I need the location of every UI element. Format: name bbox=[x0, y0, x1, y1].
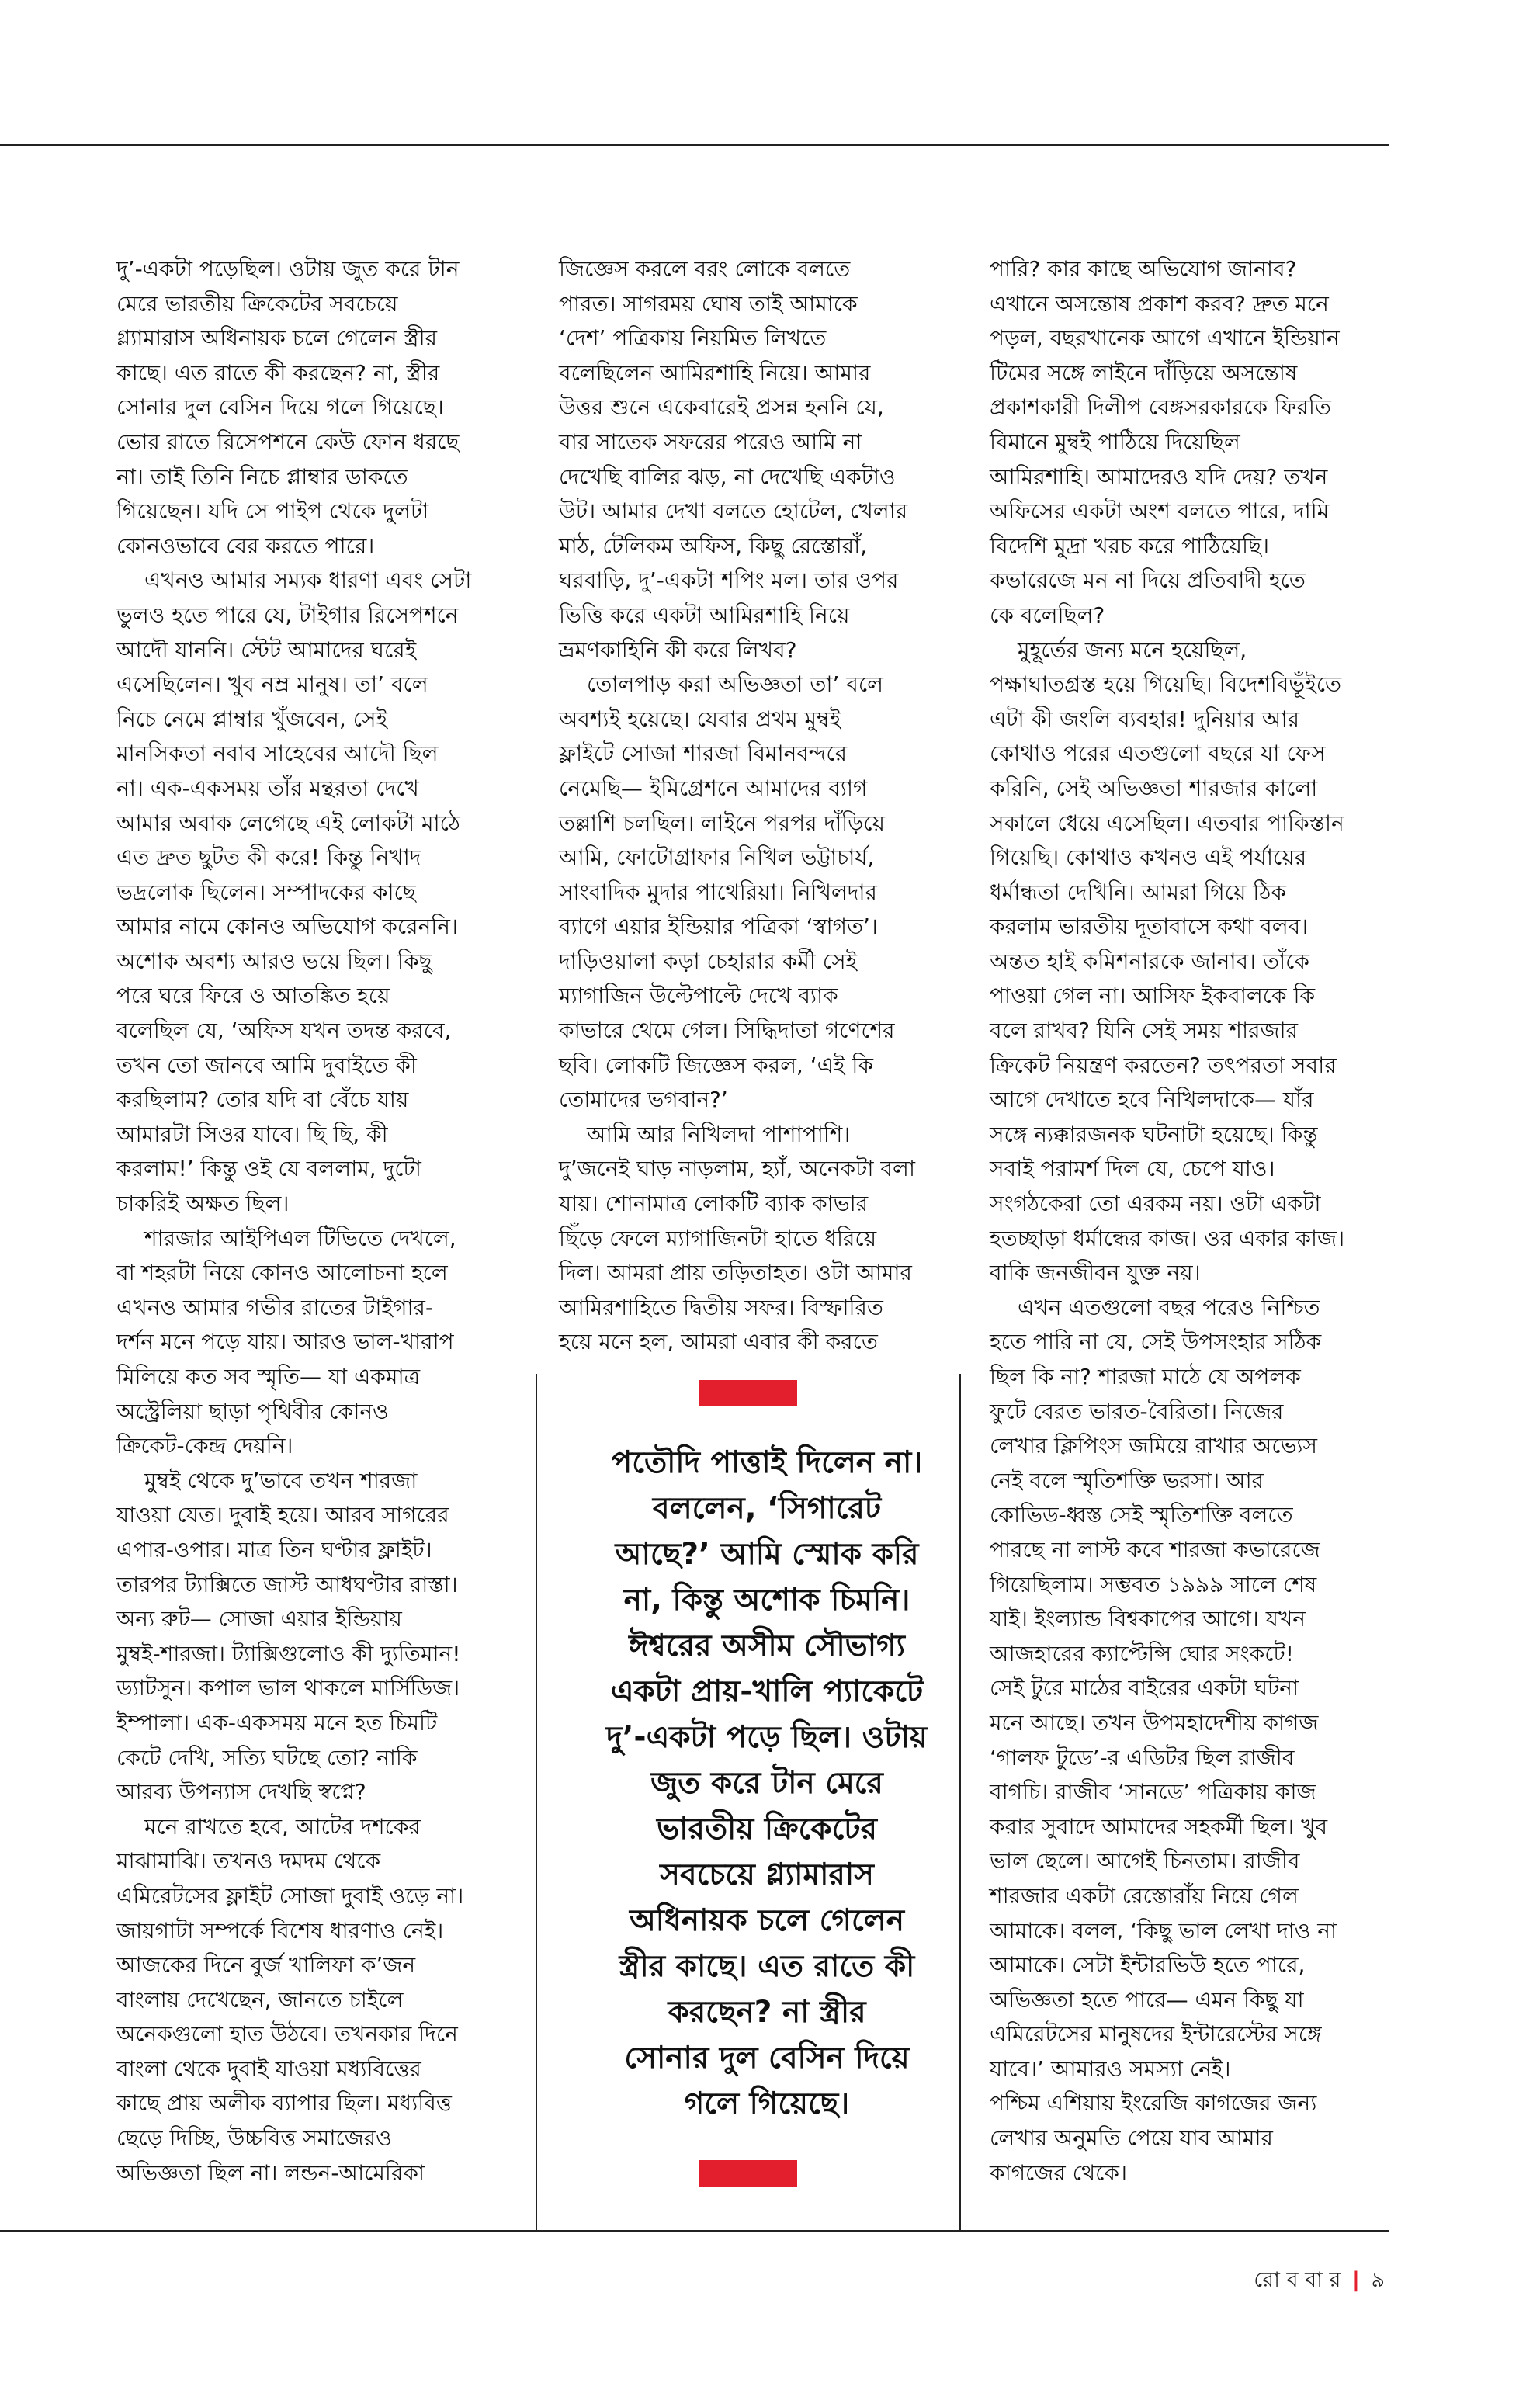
paragraph: মুম্বই থেকে দু’ভাবে তখন শারজা যাওয়া যেত। দুবাই হয়ে। আরব সাগরের এপার-ওপার। মাত্র তিন ঘণ্টার ফ্লাইট। তারপর ট্যাক্সিতে জাস্ট আধঘণ্টার রাস্তা। অন্য রুট— সোজা এয়ার ইন্ডিয়ায় মুম্বই-শারজা। ট্যাক্সিগুলোও কী দ্যুতিমান! ড্যাটসুন। কপাল ভাল থাকলে মার্সিডিজ। ইম্পালা। এক-একসময় মনে হত চিমটি কেটে দেখি, সত্যি ঘটছে তো? নাকি আরব্য উপন্যাস দেখছি স্বপ্নে? bbox=[116, 1467, 461, 1805]
column-divider-left bbox=[536, 1374, 537, 2230]
paragraph: জিজ্ঞেস করলে বরং লোকে বলতে পারত। সাগরময় ঘোষ তাই আমাকে ‘দেশ’ পত্রিকায় নিয়মিত লিখতে বলেছিলেন আমিরশাহি নিয়ে। আমার উত্তর শুনে একেবারেই প্রসন্ন হননি যে, বার সাতেক সফরের পরেও আমি না দেখেছি বালির ঝড়, না দেখেছি একটাও উট। আমার দেখা বলতে হোটেল, খেলার মাঠ, টেলিকম অফিস, কিছু রেস্তোরাঁ, ঘরবাড়ি, দু’-একটা শপিং মল। তার ওপর ভিত্তি করে একটা আমিরশাহি নিয়ে ভ্রমণকাহিনি কী করে লিখব? bbox=[559, 256, 908, 663]
paragraph: তোলপাড় করা অভিজ্ঞতা তা’ বলে অবশ্যই হয়েছে। যেবার প্রথম মুম্বই ফ্লাইটে সোজা শারজা বিমানবন্দরে নেমেছি— ইমিগ্রেশনে আমাদের ব্যাগ তল্লাশি চলছিল। লাইনে পরপর দাঁড়িয়ে আমি, ফোটোগ্রাফার নিখিল ভট্টাচার্য, সাংবাদিক মুদার পাথেরিয়া। নিখিলদার ব্যাগে এয়ার ইন্ডিয়ার পত্রিকা ‘স্বাগত’। দাড়িওয়ালা কড়া চেহারার কর্মী সেই ম্যাগাজিন উল্টেপাল্টে দেখে ব্যাক কাভারে থেমে গেল। সিদ্ধিদাতা গণেশের ছবি। লোকটি জিজ্ঞেস করল, ‘এই কি তোমাদের ভগবান?’ bbox=[559, 671, 895, 1113]
page-number: ৯ bbox=[1371, 2268, 1385, 2292]
page-folio bbox=[1254, 2264, 1385, 2299]
paragraph: দু’-একটা পড়েছিল। ওটায় জুত করে টান মেরে ভারতীয় ক্রিকেটের সবচেয়ে গ্ল্যামারাস অধিনায়ক চলে গেলেন স্ত্রীর কাছে। এত রাতে কী করছেন? না, স্ত্রীর সোনার দুল বেসিন দিয়ে গলে গিয়েছে। ভোর রাতে রিসেপশনে কেউ ফোন ধরছে না। তাই তিনি নিচে প্লাম্বার ডাকতে গিয়েছেন। যদি সে পাইপ থেকে দুলটা কোনওভাবে বের করতে পারে। bbox=[116, 256, 460, 559]
article-column-3 bbox=[990, 252, 1382, 2190]
bottom-rule bbox=[0, 2230, 1389, 2232]
paragraph: এখনও আমার সম্যক ধারণা এবং সেটা ভুলও হতে পারে যে, টাইগার রিসেপশনে আদৌ যাননি। স্টেট আমাদের ঘরেই এসেছিলেন। খুব নম্র মানুষ। তা’ বলে নিচে নেমে প্লাম্বার খুঁজবেন, সেই মানসিকতা নবাব সাহেবের আদৌ ছিল না। এক-একসময় তাঁর মন্থরতা দেখে আমার অবাক লেগেছে এই লোকটা মাঠে এত দ্রুত ছুটত কী করে! কিন্তু নিখাদ ভদ্রলোক ছিলেন। সম্পাদকের কাছে আমার নামে কোনও অভিযোগ করেননি। অশোক অবশ্য আরও ভয়ে ছিল। কিছু পরে ঘরে ফিরে ও আতঙ্কিত হয়ে বলেছিল যে, ‘অফিস যখন তদন্ত করবে, তখন তো জানবে আমি দুবাইতে কী করছিলাম? তোর যদি বা বেঁচে যায় আমারটা সিওর যাবে। ছি ছি, কী করলাম!’ কিন্তু ওই যে বললাম, দুটো চাকরিই অক্ষত ছিল। bbox=[116, 567, 472, 1217]
folio-separator: | bbox=[1352, 2268, 1360, 2292]
paragraph: শারজার আইপিএল টিভিতে দেখলে, বা শহরটা নিয়ে কোনও আলোচনা হলে এখনও আমার গভীর রাতের টাইগার- দর্শন মনে পড়ে যায়। আরও ভাল-খারাপ মিলিয়ে কত সব স্মৃতি— যা একমাত্র অস্ট্রেলিয়া ছাড়া পৃথিবীর কোনও ক্রিকেট-কেন্দ্র দেয়নি। bbox=[116, 1225, 456, 1459]
pull-quote-bottom-bar bbox=[699, 2160, 797, 2187]
paragraph: এখন এতগুলো বছর পরেও নিশ্চিত হতে পারি না যে, সেই উপসংহার সঠিক ছিল কি না? শারজা মাঠে যে অপলক ফুটে বেরত ভারত-বৈরিতা। নিজের লেখার ক্লিপিংস জমিয়ে রাখার অভ্যেস নেই বলে স্মৃতিশক্তি ভরসা। আর কোভিড-ধ্বস্ত সেই স্মৃতিশক্তি বলতে পারছে না লাস্ট কবে শারজা কভারেজে গিয়েছিলাম। সম্ভবত ১৯৯৯ সালে শেষ যাই। ইংল্যান্ড বিশ্বকাপের আগে। যখন আজহারের ক্যাপ্টেন্সি ঘোর সংকটে! সেই টুরে মাঠের বাইরের একটা ঘটনা মনে আছে। তখন উপমহাদেশীয় কাগজ ‘গালফ টুডে’-র এডিটর ছিল রাজীব বাগচি। রাজীব ‘সানডে’ পত্রিকায় কাজ করার সুবাদে আমাদের সহকর্মী ছিল। খুব ভাল ছেলে। আগেই চিনতাম। রাজীব শারজার একটা রেস্তোরাঁয় নিয়ে গেল আমাকে। বলল, ‘কিছু ভাল লেখা দাও না আমাকে। সেটা ইন্টারভিউ হতে পারে, অভিজ্ঞতা হতে পারে— এমন কিছু যা এমিরেটসের মানুষদের ইন্টারেস্টের সঙ্গে যাবে।’ আমারও সমস্যা নেই। পশ্চিম এশিয়ায় ইংরেজি কাগজের জন্য লেখার অনুমতি পেয়ে যাব আমার কাগজের থেকে। bbox=[990, 1294, 1337, 2186]
pull-quote: পতৌদি পাত্তাই দিলেন না। বললেন, ‘সিগারেট আছে?’ আমি স্মোক করি না, কিন্তু অশোক চিমনি। ঈশ্বরের অসীম সৌভাগ্য একটা প্রায়-খালি প্যাকেটে দু’-একটা পড়ে ছিল। ওটায় জুত করে টান মেরে ভারতীয় ক্রিকেটের সবচেয়ে গ্ল্যামারাস অধিনায়ক চলে গেলেন স্ত্রীর কাছে। এত রাতে কী করছেন? না স্ত্রীর সোনার দুল বেসিন দিয়ে গলে গিয়েছে। bbox=[606, 1445, 928, 2121]
article-column-1 bbox=[116, 252, 520, 2190]
paragraph: মুহূর্তের জন্য মনে হয়েছিল, পক্ষাঘাতগ্রস্ত হয়ে গিয়েছি। বিদেশবিভূঁইতে এটা কী জংলি ব্যবহার! দুনিয়ার আর কোথাও পরের এতগুলো বছরে যা ফেস করিনি, সেই অভিজ্ঞতা শারজার কালো সকালে ধেয়ে এসেছিল। এতবার পাকিস্তান গিয়েছি। কোথাও কখনও এই পর্যায়ের ধর্মান্ধতা দেখিনি। আমরা গিয়ে ঠিক করলাম ভারতীয় দূতাবাসে কথা বলব। অন্তত হাই কমিশনারকে জানাব। তাঁকে পাওয়া গেল না। আসিফ ইকবালকে কি বলে রাখব? যিনি সেই সময় শারজার ক্রিকেট নিয়ন্ত্রণ করতেন? তৎপরতা সবার আগে দেখাতে হবে নিখিলদাকে— যাঁর সঙ্গে ন্যক্কারজনক ঘটনাটা হয়েছে। কিন্তু সবাই পরামর্শ দিল যে, চেপে যাও। সংগঠকেরা তো এরকম নয়। ওটা একটা হতচ্ছাড়া ধর্মান্ধের কাজ। ওর একার কাজ। বাকি জনজীবন যুক্ত নয়। bbox=[990, 636, 1345, 1286]
section-name: রো ব বা র bbox=[1254, 2268, 1341, 2292]
paragraph: পারি? কার কাছে অভিযোগ জানাব? এখানে অসন্তোষ প্রকাশ করব? দ্রুত মনে পড়ল, বছরখানেক আগে এখানে ইন্ডিয়ান টিমের সঙ্গে লাইনে দাঁড়িয়ে অসন্তোষ প্রকাশকারী দিলীপ বেঙ্গসরকারকে ফিরতি বিমানে মুম্বই পাঠিয়ে দিয়েছিল আমিরশাহি। আমাদেরও যদি দেয়? তখন অফিসের একটা অংশ বলতে পারে, দামি বিদেশি মুদ্রা খরচ করে পাঠিয়েছি। কভারেজে মন না দিয়ে প্রতিবাদী হতে কে বলেছিল? bbox=[990, 256, 1340, 628]
pull-quote-top-bar bbox=[699, 1380, 797, 1406]
top-rule bbox=[0, 144, 1389, 146]
paragraph: মনে রাখতে হবে, আটের দশকের মাঝামাঝি। তখনও দমদম থেকে এমিরেটসের ফ্লাইট সোজা দুবাই ওড়ে না। জায়গাটা সম্পর্কে বিশেষ ধারণাও নেই। আজকের দিনে বুর্জ খালিফা ক’জন বাংলায় দেখেছেন, জানতে চাইলে অনেকগুলো হাত উঠবে। তখনকার দিনে বাংলা থেকে দুবাই যাওয়া মধ্যবিত্তের কাছে প্রায় অলীক ব্যাপার ছিল। মধ্যবিত্ত ছেড়ে দিচ্ছি, উচ্চবিত্ত সমাজেরও অভিজ্ঞতা ছিল না। লন্ডন-আমেরিকা bbox=[116, 1813, 464, 2186]
paragraph: আমি আর নিখিলদা পাশাপাশি। দু’জনেই ঘাড় নাড়লাম, হ্যাঁ, অনেকটা বলা যায়। শোনামাত্র লোকটি ব্যাক কাভার ছিঁড়ে ফেলে ম্যাগাজিনটা হাতে ধরিয়ে দিল। আমরা প্রায় তড়িতাহত। ওটা আমার আমিরশাহিতে দ্বিতীয় সফর। বিস্ফারিত হয়ে মনে হল, আমরা এবার কী করতে bbox=[559, 1121, 915, 1355]
column-divider-right bbox=[959, 1374, 961, 2230]
article-column-2 bbox=[559, 252, 951, 1360]
